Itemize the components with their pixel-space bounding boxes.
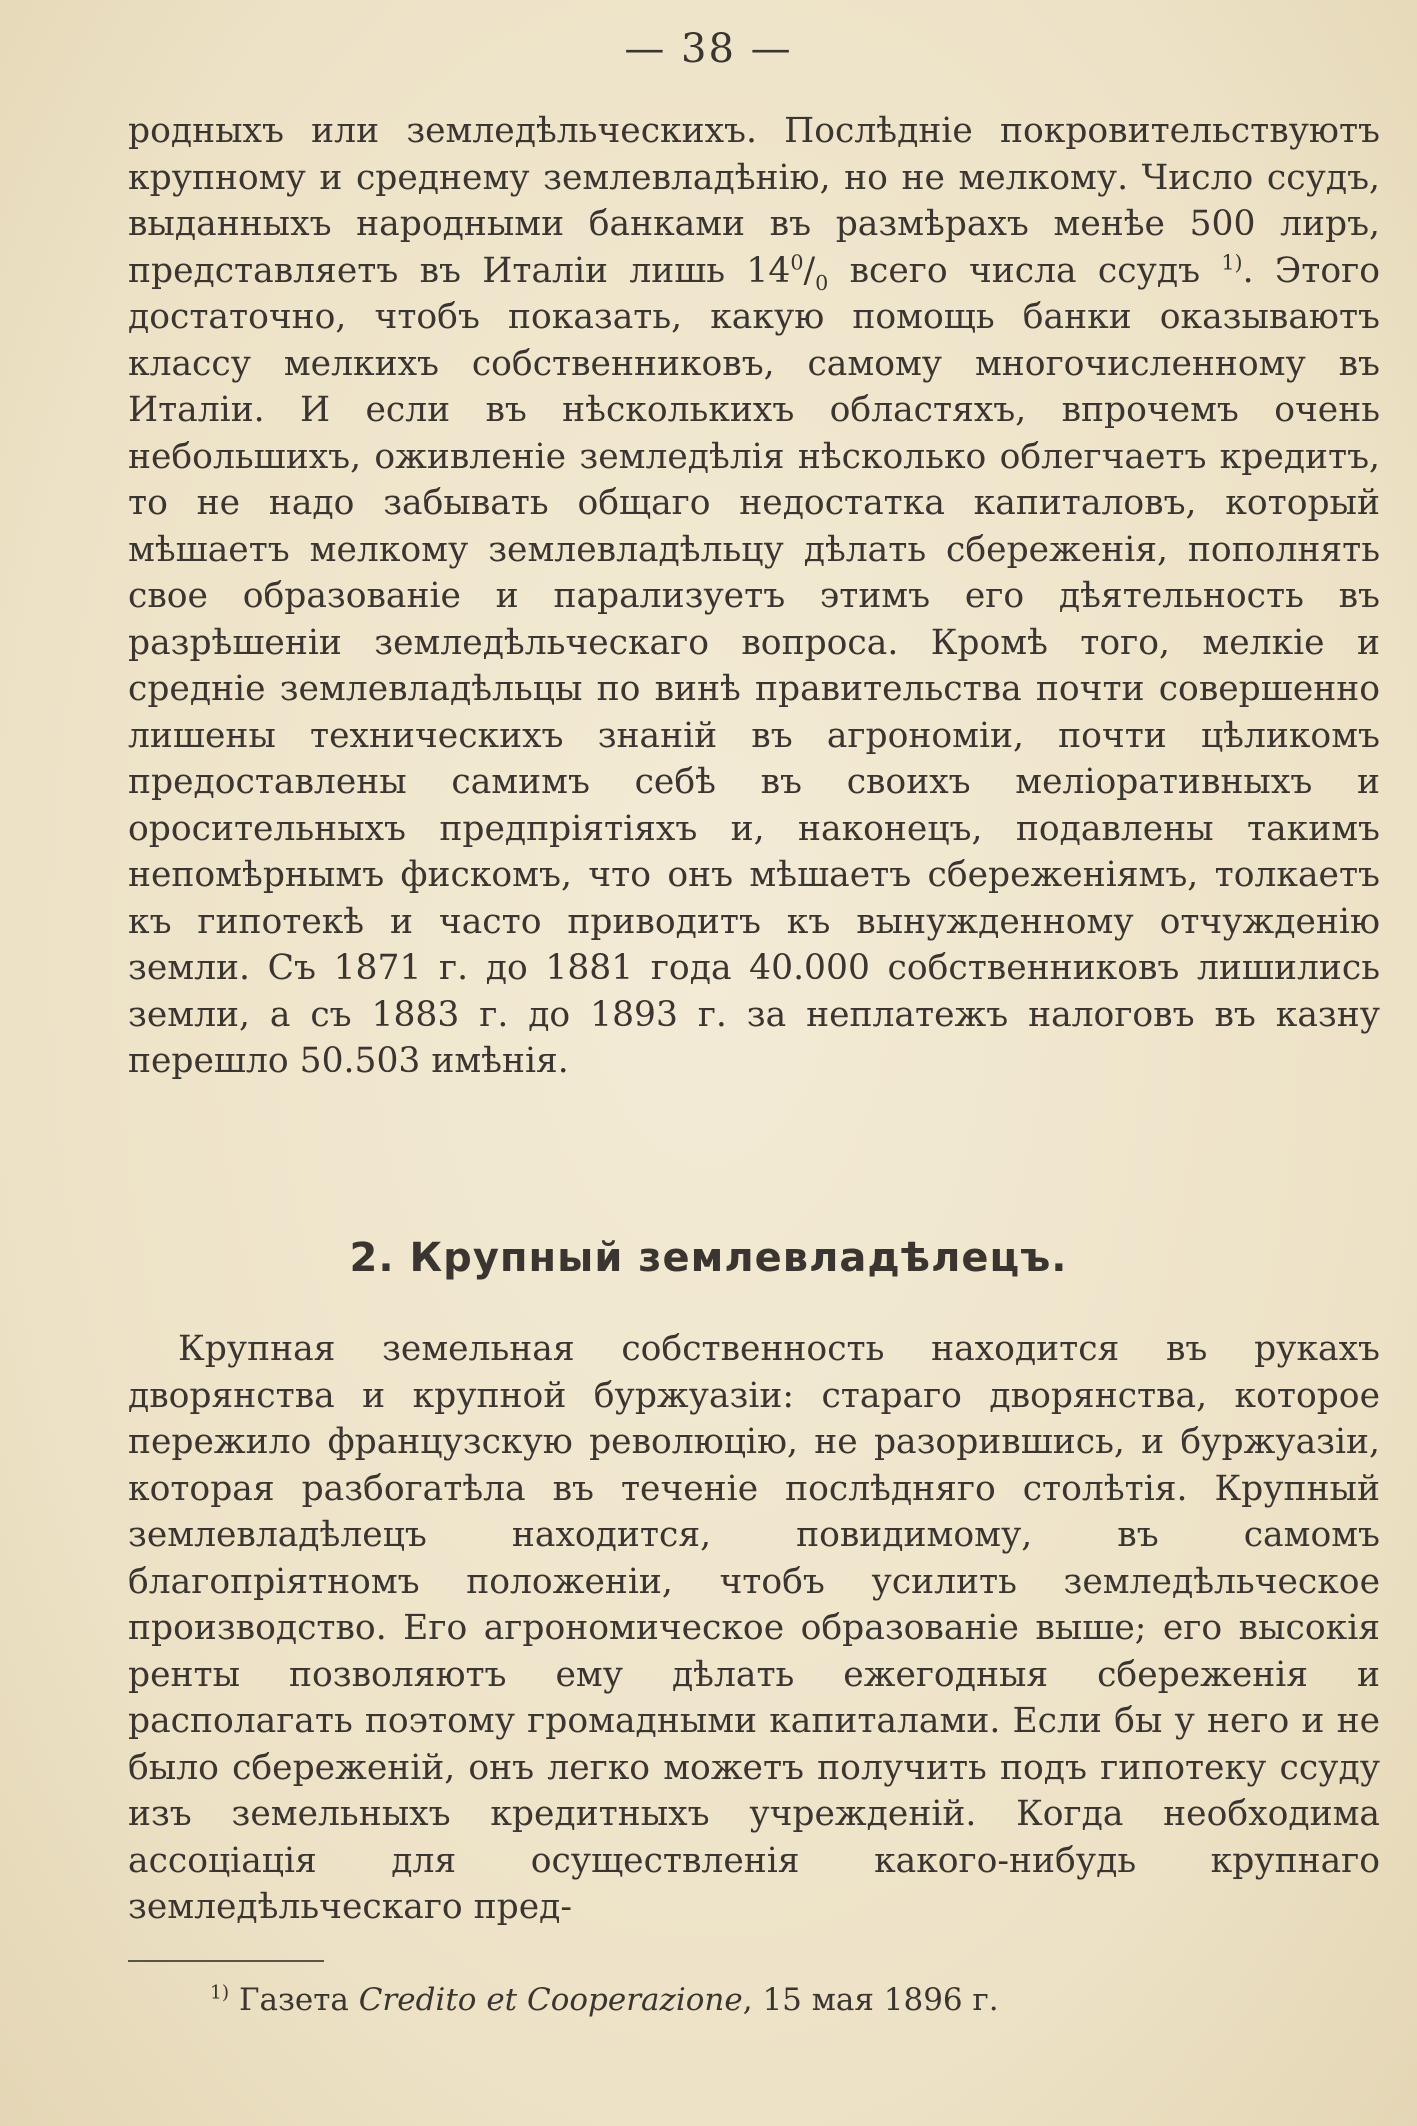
percent-sign-bottom: 0 xyxy=(815,270,829,295)
footnote-marker: 1) xyxy=(210,1982,230,2004)
footnote-prefix: Газета xyxy=(229,1982,359,2018)
paragraph-large-landowner: Крупная земельная собственность находится въ рукахъ дворянства и крупной буржуазіи: стараго дворянства, которое пережило французскую революцію, не разорившись, и буржуазіи, которая разбогатѣла въ теченіе послѣдняго столѣтія. Крупный землевладѣлецъ находится, повидимому, въ самомъ благопріятномъ положеніи, чтобъ усилить земледѣльческое производство. Его агрономическое образованіе выше; его высокія ренты позволяютъ ему дѣлать ежегодныя сбереженія и располагать поэтому громадными капиталами. Если бы у него и не было сбереженій, онъ легко можетъ получить подъ гипотеку ссуду изъ земельныхъ кредитныхъ учрежденій. Когда необходима ассоціація для осуществленія какого-нибудь крупнаго земледѣльческаго пред- xyxy=(128,1329,1380,1927)
footnote-suffix: , 15 мая 1896 г. xyxy=(742,1982,999,2018)
footnote-divider xyxy=(128,1960,324,1962)
paragraph-small-landowners xyxy=(128,108,1380,1085)
percent-sign-slash: / xyxy=(803,250,816,291)
paragraph1-text-rest: . Этого достаточно, чтобъ показать, какую помощь банки оказываютъ классу мелкихъ собственниковъ, самому многочисленному въ Италіи. И если въ нѣсколькихъ областяхъ, впрочемъ очень небольшихъ, оживленіе земледѣлія нѣсколько облегчаетъ кредитъ, то не надо забывать общаго недостатка капиталовъ, который мѣшаетъ мелкому землевладѣльцу дѣлать сбереженія, пополнять свое образованіе и парализуетъ этимъ его дѣятельность въ разрѣшеніи земледѣльческаго вопроса. Кромѣ того, мелкіе и средніе землевладѣльцы по винѣ правительства почти совершенно лишены техническихъ знаній въ агрономіи, почти цѣликомъ предоставлены самимъ себѣ въ своихъ меліоративныхъ и оросительныхъ предпріятіяхъ и, наконецъ, подавлены такимъ непомѣрнымъ фискомъ, что онъ мѣшаетъ сбереженіямъ, толкаетъ къ гипотекѣ и часто приводитъ къ вынужденному отчужденію земли. Съ 1871 г. до 1881 года 40.000 собственниковъ лишились земли, а съ 1883 г. до 1893 г. за неплатежъ налоговъ въ казну перешло 50.503 имѣнія. xyxy=(128,250,1380,1081)
footnote-reference: 1) xyxy=(1221,250,1243,274)
percent-sign-top: 0 xyxy=(790,250,804,274)
section-heading: 2. Крупный землевладѣлецъ. xyxy=(349,1235,1068,1281)
footnote xyxy=(210,1982,1370,2018)
paragraph1-text-after-percent: всего числа ссудъ xyxy=(828,250,1222,291)
paragraph1-text-before-percent: родныхъ или земледѣльческихъ. Послѣдніе покровительствуютъ крупному и среднему землевладѣнію, но не мелкому. Число ссудъ, выданныхъ народными банками въ размѣрахъ менѣе 500 лиръ, представляетъ въ Италіи лишь 14 xyxy=(128,111,1380,291)
footnote-source: Credito et Cooperazione xyxy=(358,1982,743,2018)
page-number: — 38 — xyxy=(624,26,793,72)
